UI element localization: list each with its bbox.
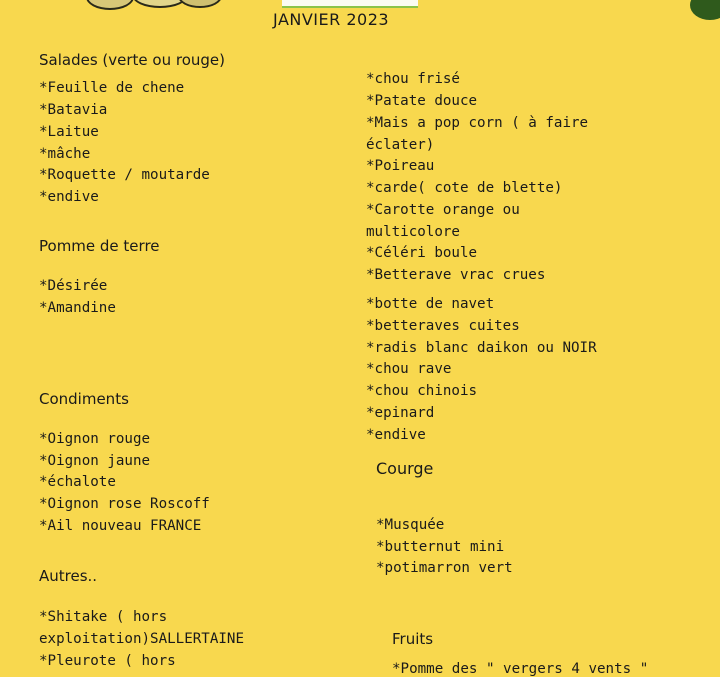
list-item: *chou chinois [366,383,478,399]
list-item: *Pleurote ( hors [39,653,176,669]
list-item: *endive [366,427,426,443]
list-item: *Poireau [366,158,435,174]
list-item: *Carotte orange ou [366,202,520,218]
list-item: *Céléri boule [366,245,478,261]
courge-heading: Courge [376,459,434,478]
list-item: multicolore [366,224,460,240]
list-item: *Laitue [39,124,99,140]
page-title: JANVIER 2023 [273,10,390,29]
list-item: *Amandine [39,300,116,316]
logo-shape [178,0,222,8]
list-item: *Oignon rose Roscoff [39,496,210,512]
list-item: *epinard [366,405,435,421]
autres-heading: Autres.. [39,567,98,585]
list-item: *endive [39,189,99,205]
list-item: *Patate douce [366,93,478,109]
condiments-heading: Condiments [39,390,129,408]
list-item: *Oignon jaune [39,453,151,469]
list-item: *Shitake ( hors [39,609,168,625]
list-item: *mâche [39,146,91,162]
list-item: *Betterave vrac crues [366,267,546,283]
list-item: éclater) [366,137,435,153]
list-item: exploitation)SALLERTAINE [39,631,244,647]
list-item: *Oignon rouge [39,431,151,447]
list-item: *carde( cote de blette) [366,180,563,196]
list-item: *butternut mini [376,539,505,555]
list-item: *Pomme des " vergers 4 vents " [392,661,649,677]
list-item: *Roquette / moutarde [39,167,210,183]
list-item: *radis blanc daikon ou NOIR [366,340,597,356]
list-item: *Désirée [39,278,108,294]
list-item: *Batavia [39,102,108,118]
list-item: *Mais a pop corn ( à faire [366,115,589,131]
list-item: *Musquée [376,517,445,533]
list-item: *potimarron vert [376,560,513,576]
list-item: *betteraves cuites [366,318,520,334]
list-item: *chou frisé [366,71,460,87]
list-item: *Feuille de chene [39,80,185,96]
header-banner [282,0,418,8]
fruits-heading: Fruits [392,630,434,648]
logo-shape [86,0,134,10]
list-item: *chou rave [366,361,452,377]
pomme-de-terre-heading: Pomme de terre [39,237,160,255]
list-item: *Ail nouveau FRANCE [39,518,202,534]
salades-heading: Salades (verte ou rouge) [39,51,225,69]
list-item: *botte de navet [366,296,495,312]
corner-decoration [690,0,720,20]
list-item: *échalote [39,474,116,490]
